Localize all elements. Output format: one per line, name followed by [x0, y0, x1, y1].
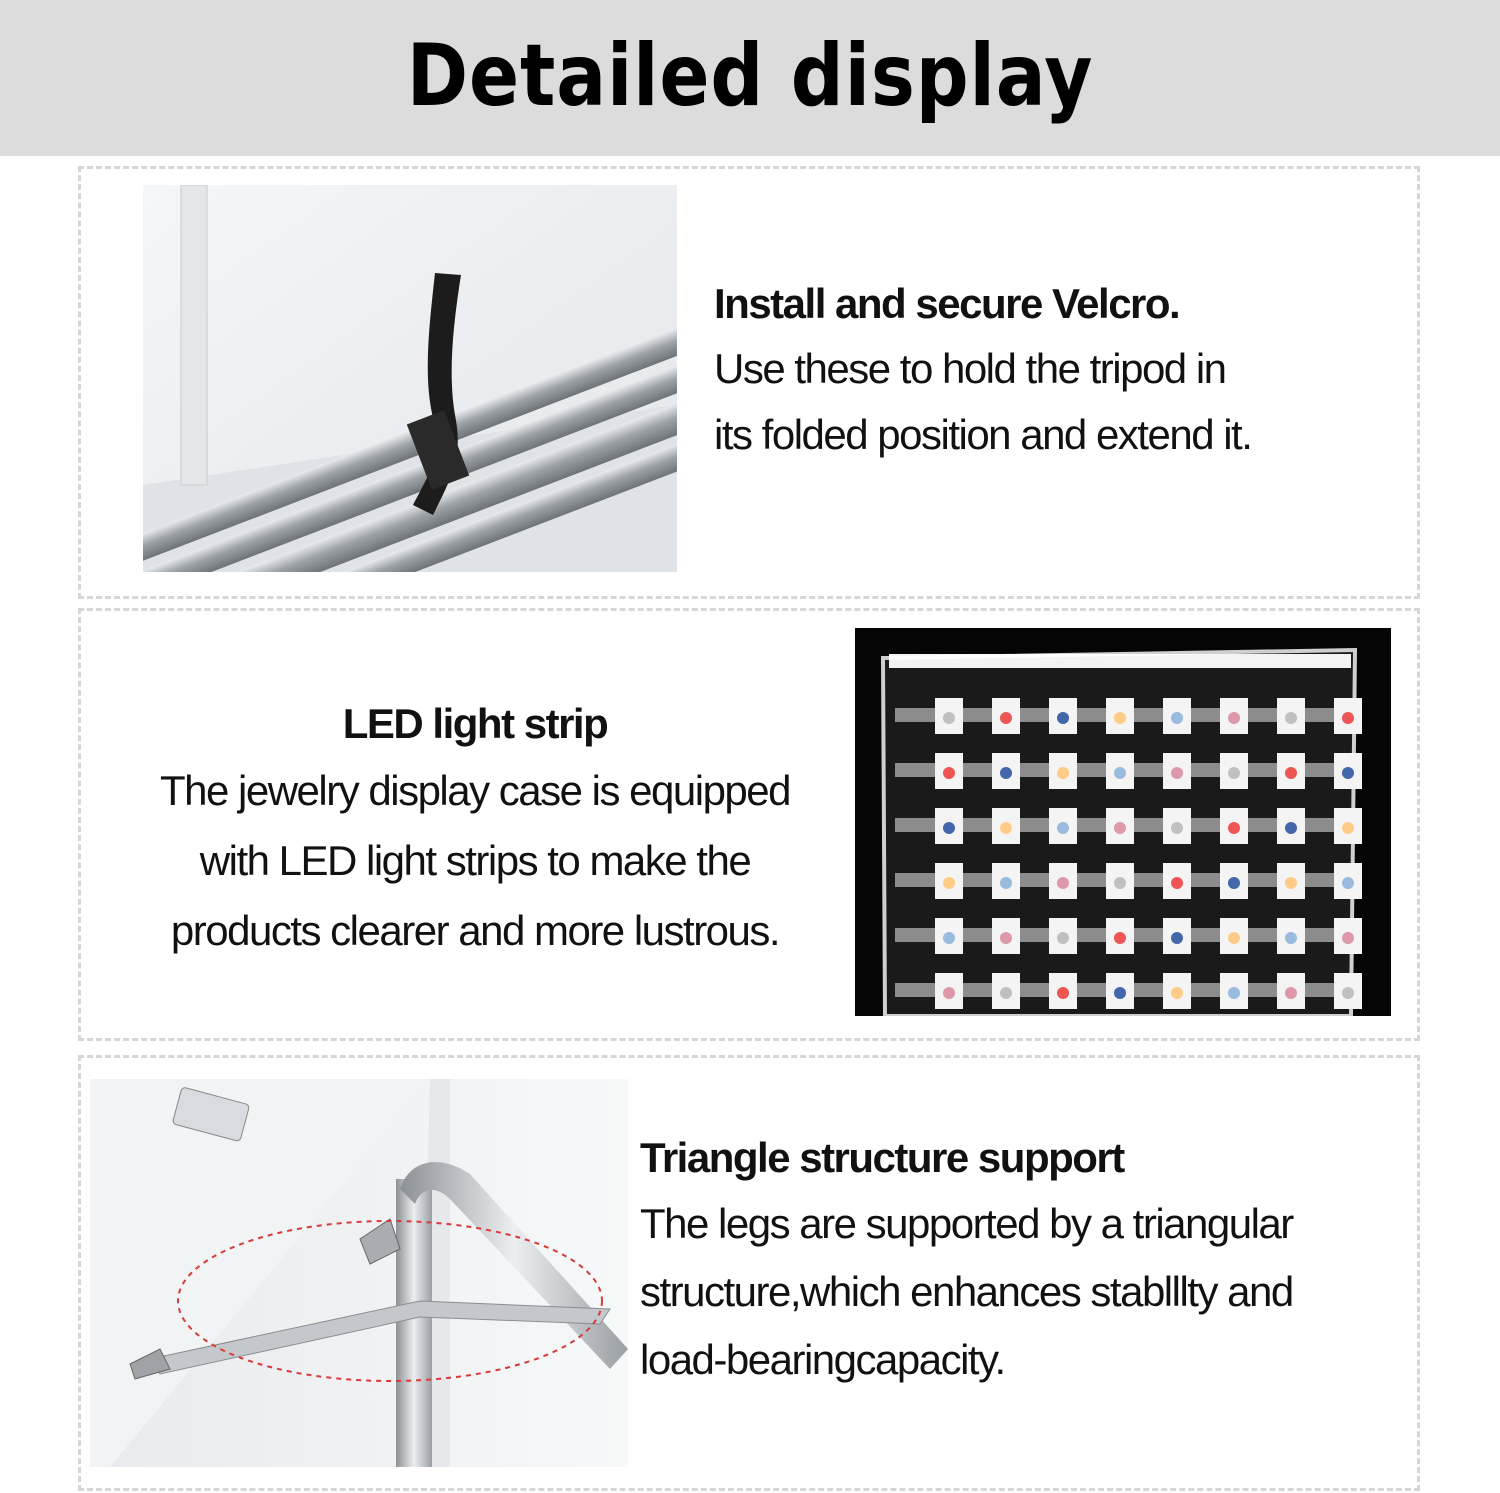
velcro-body-line-1: Use these to hold the tripod in: [714, 345, 1226, 392]
led-body-line-3: products clearer and more lustrous.: [170, 907, 780, 954]
earring: [943, 712, 955, 724]
earring: [1114, 767, 1126, 779]
earring: [1228, 767, 1240, 779]
velcro-body-line-2: its folded position and extend it.: [714, 411, 1252, 458]
earring: [1171, 987, 1183, 999]
earring: [1342, 822, 1354, 834]
earring: [1342, 932, 1354, 944]
earring: [1228, 987, 1240, 999]
page-title: Detailed display: [406, 26, 1094, 126]
triangle-body-line-2: structure,which enhances stablllty and: [640, 1268, 1293, 1315]
earring: [943, 877, 955, 889]
led-body-line-1: The jewelry display case is equipped: [159, 767, 791, 814]
led-title: LED light strip: [342, 700, 608, 747]
earring: [1228, 822, 1240, 834]
earring: [1057, 767, 1069, 779]
earring: [1114, 932, 1126, 944]
earring: [1114, 822, 1126, 834]
earring: [1342, 712, 1354, 724]
earring: [1171, 767, 1183, 779]
header-banner: [0, 0, 1500, 156]
earring: [943, 987, 955, 999]
earring: [1228, 932, 1240, 944]
triangle-text: [640, 1126, 1410, 1394]
earring: [1285, 822, 1297, 834]
earring: [1285, 767, 1297, 779]
earring: [1228, 877, 1240, 889]
earring: [1000, 712, 1012, 724]
triangle-support-photo: [90, 1079, 628, 1467]
earring: [1342, 767, 1354, 779]
velcro-title: Install and secure Velcro.: [714, 280, 1180, 327]
velcro-text: [714, 272, 1394, 468]
earring: [1000, 822, 1012, 834]
velcro-photo: [143, 185, 677, 572]
earring: [1171, 712, 1183, 724]
earring: [943, 932, 955, 944]
earring: [1342, 877, 1354, 889]
triangle-body-line-1: The legs are supported by a triangular: [640, 1200, 1293, 1247]
earring: [1057, 987, 1069, 999]
earring: [1285, 987, 1297, 999]
earring: [1000, 987, 1012, 999]
earring: [1057, 932, 1069, 944]
earring: [1285, 712, 1297, 724]
earring: [1000, 932, 1012, 944]
earring: [943, 822, 955, 834]
earring: [1000, 767, 1012, 779]
earring: [1171, 932, 1183, 944]
led-text: [120, 692, 830, 966]
led-body-line-2: with LED light strips to make the: [199, 837, 751, 884]
earring: [1171, 822, 1183, 834]
earring: [1057, 822, 1069, 834]
earring: [1171, 877, 1183, 889]
led-display-photo: [855, 628, 1391, 1016]
earring: [1114, 877, 1126, 889]
earring: [1285, 932, 1297, 944]
earring: [1342, 987, 1354, 999]
triangle-body-line-3: load-bearingcapacity.: [640, 1336, 1005, 1383]
earring: [1285, 877, 1297, 889]
earring: [1114, 712, 1126, 724]
earring: [1114, 987, 1126, 999]
earring: [1057, 712, 1069, 724]
earring: [1000, 877, 1012, 889]
earring: [1057, 877, 1069, 889]
earring: [943, 767, 955, 779]
triangle-title: Triangle structure support: [640, 1134, 1124, 1181]
earring: [1228, 712, 1240, 724]
